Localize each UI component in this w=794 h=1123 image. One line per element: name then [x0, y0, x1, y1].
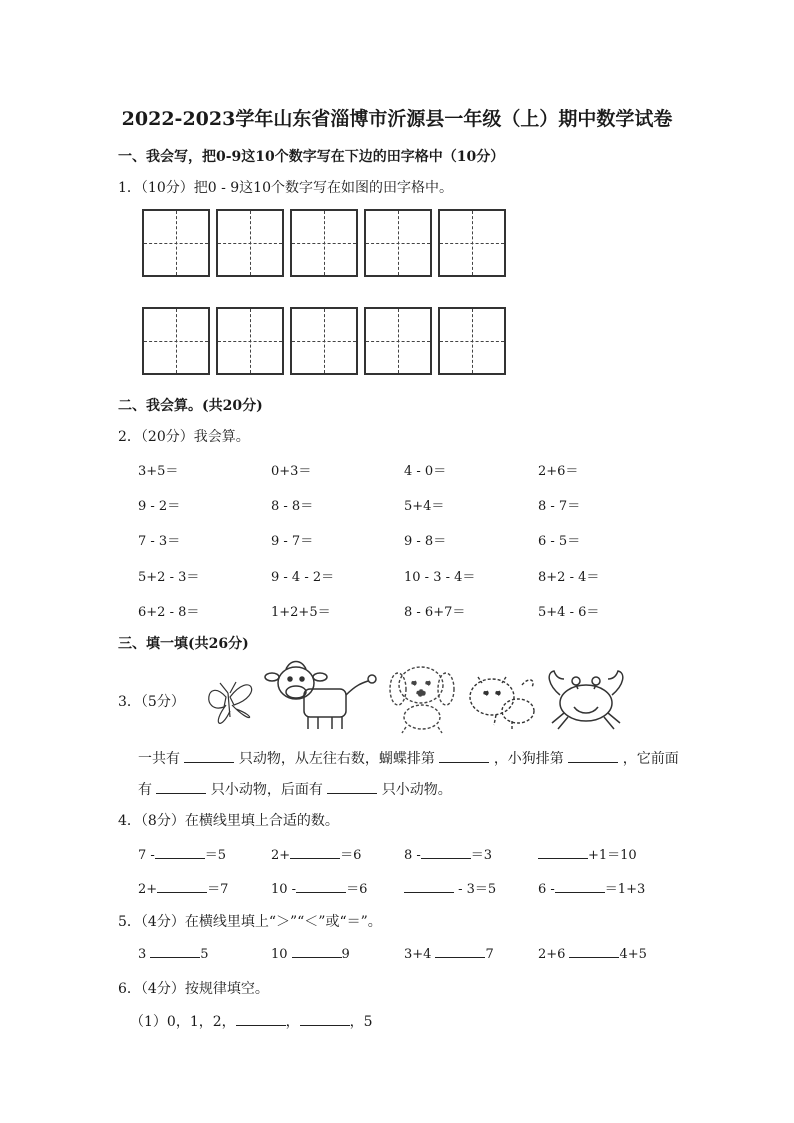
calc-expression: 8 - 8＝: [271, 499, 314, 514]
section-1-heading: 一、我会写，把0-9这10个数字写在下边的田字格中（10分）: [118, 149, 505, 165]
tian-grid-cell[interactable]: [216, 209, 284, 277]
tian-grid-cell[interactable]: [438, 307, 506, 375]
q3-text-g: 只小动物。: [381, 782, 452, 798]
calc-expression: 9 - 8＝: [404, 534, 447, 549]
calc-expression: 3+5＝: [138, 464, 179, 479]
compare-expression: [271, 945, 350, 962]
crab-icon: [549, 671, 623, 729]
tian-grid-cell[interactable]: [216, 307, 284, 375]
expr-prefix: 8 -: [404, 848, 421, 863]
q6-text-c: ，5: [349, 1014, 373, 1030]
calc-expression: 8 - 7＝: [538, 499, 581, 514]
compare-left: 3: [138, 947, 147, 962]
compare-right: 4+5: [619, 947, 647, 962]
tian-grid-cell[interactable]: [364, 307, 432, 375]
q3-blank-behind[interactable]: [327, 781, 377, 794]
expr-prefix: 10 -: [271, 882, 297, 897]
answer-blank[interactable]: [155, 846, 205, 859]
calc-expression: 6 - 5＝: [538, 534, 581, 549]
answer-blank[interactable]: [157, 880, 207, 893]
answer-blank[interactable]: [538, 846, 588, 859]
tian-grid-cell[interactable]: [142, 209, 210, 277]
calc-expression: 9 - 2＝: [138, 499, 181, 514]
question-4: 4．（8分）在横线里填上合适的数。: [118, 813, 339, 829]
fill-expression: [138, 878, 228, 897]
q3-blank-front[interactable]: [156, 781, 206, 794]
expr-prefix: 6 -: [538, 882, 555, 897]
tian-grid-cell[interactable]: [438, 209, 506, 277]
question-3-line-2: [138, 779, 452, 799]
question-3-line-1: [138, 748, 679, 768]
answer-blank[interactable]: [290, 846, 340, 859]
question-6-part-1: [130, 1011, 373, 1031]
expr-suffix: ＝3: [470, 848, 493, 863]
expr-suffix: ＝7: [207, 882, 229, 897]
expr-suffix: ＝1+3: [604, 882, 646, 897]
calc-expression: 7 - 3＝: [138, 534, 181, 549]
q6-text-b: ，: [285, 1014, 300, 1030]
calc-expression: 2+6＝: [538, 464, 579, 479]
calc-expression: 5+2 - 3＝: [138, 570, 200, 585]
q3-blank-total[interactable]: [184, 750, 234, 763]
expr-suffix: ＝5: [204, 848, 227, 863]
fill-expression: [404, 844, 492, 863]
expr-suffix: ＝6: [340, 848, 362, 863]
expr-suffix: - 3＝5: [454, 882, 497, 897]
q3-text-f: 只小动物，后面有: [210, 782, 323, 798]
compare-right: 9: [341, 947, 350, 962]
section-3-heading: 三、填一填(共26分): [118, 636, 249, 652]
answer-blank[interactable]: [555, 880, 605, 893]
fill-expression: [138, 844, 226, 863]
compare-blank[interactable]: [292, 945, 342, 958]
fill-expression: [271, 878, 367, 897]
fill-expression: [538, 878, 645, 897]
fill-expression: [538, 844, 637, 863]
compare-right: 7: [485, 947, 494, 962]
q3-text-c: ，小狗排第: [493, 751, 564, 767]
calc-expression: 0+3＝: [271, 464, 312, 479]
tian-grid-cell[interactable]: [364, 209, 432, 277]
expr-prefix: 2+: [138, 882, 158, 897]
calc-expression: 4 - 0＝: [404, 464, 447, 479]
compare-left: 3+4: [404, 947, 432, 962]
question-3: 3．（5分）: [118, 694, 185, 710]
calc-expression: 8 - 6+7＝: [404, 605, 466, 620]
fill-expression: [271, 844, 361, 863]
tian-grid-cell[interactable]: [290, 307, 358, 375]
question-1: 1．（10分）把0 - 9这10个数字写在如图的田字格中。: [118, 180, 453, 196]
tiger-icon: [470, 677, 534, 729]
answer-blank[interactable]: [404, 880, 454, 893]
section-2-heading: 二、我会算。(共20分): [118, 398, 263, 414]
compare-expression: [404, 945, 494, 962]
q3-blank-dog[interactable]: [568, 750, 618, 763]
calc-expression: 5+4＝: [404, 499, 445, 514]
q3-text-b: 只动物，从左往右数，蝴蝶排第: [238, 751, 435, 767]
animals-picture: [196, 655, 636, 735]
q3-text-d: ，它前面: [622, 751, 679, 767]
compare-expression: [538, 945, 647, 962]
compare-expression: [138, 945, 209, 962]
calc-expression: 1+2+5＝: [271, 605, 331, 620]
compare-blank[interactable]: [150, 945, 200, 958]
compare-blank[interactable]: [569, 945, 619, 958]
expr-suffix: ＝6: [346, 882, 368, 897]
calc-expression: 9 - 4 - 2＝: [271, 570, 335, 585]
answer-blank[interactable]: [421, 846, 471, 859]
q3-text-e: 有: [138, 782, 152, 798]
calc-expression: 6+2 - 8＝: [138, 605, 200, 620]
dog-icon: [390, 667, 454, 733]
tian-grid-row-1: [142, 209, 506, 277]
tian-grid-row-2: [142, 307, 506, 375]
compare-left: 2+6: [538, 947, 566, 962]
expr-prefix: 2+: [271, 848, 291, 863]
expr-prefix: 7 -: [138, 848, 155, 863]
question-5: 5．（4分）在横线里填上“＞”“＜”或“＝”。: [118, 914, 382, 930]
tian-grid-cell[interactable]: [142, 307, 210, 375]
calc-expression: 8+2 - 4＝: [538, 570, 600, 585]
compare-blank[interactable]: [435, 945, 485, 958]
q6-text-a: （1）0，1，2，: [130, 1014, 236, 1030]
fill-expression: [404, 878, 496, 897]
compare-left: 10: [271, 947, 288, 962]
calc-expression: 5+4 - 6＝: [538, 605, 600, 620]
compare-right: 5: [200, 947, 209, 962]
tian-grid-cell[interactable]: [290, 209, 358, 277]
calc-expression: 9 - 7＝: [271, 534, 314, 549]
q3-blank-butterfly[interactable]: [439, 750, 489, 763]
q6-blank-1[interactable]: [236, 1013, 286, 1026]
expr-suffix: +1＝10: [588, 848, 637, 863]
cow-icon: [265, 662, 376, 730]
butterfly-icon: [209, 682, 252, 723]
question-6: 6．（4分）按规律填空。: [118, 981, 269, 997]
q6-blank-2[interactable]: [300, 1013, 350, 1026]
question-2: 2．（20分）我会算。: [118, 429, 250, 445]
q3-text-a: 一共有: [138, 751, 180, 767]
calc-expression: 10 - 3 - 4＝: [404, 570, 476, 585]
answer-blank[interactable]: [296, 880, 346, 893]
page-title: 2022-2023学年山东省淄博市沂源县一年级（上）期中数学试卷: [121, 108, 673, 130]
